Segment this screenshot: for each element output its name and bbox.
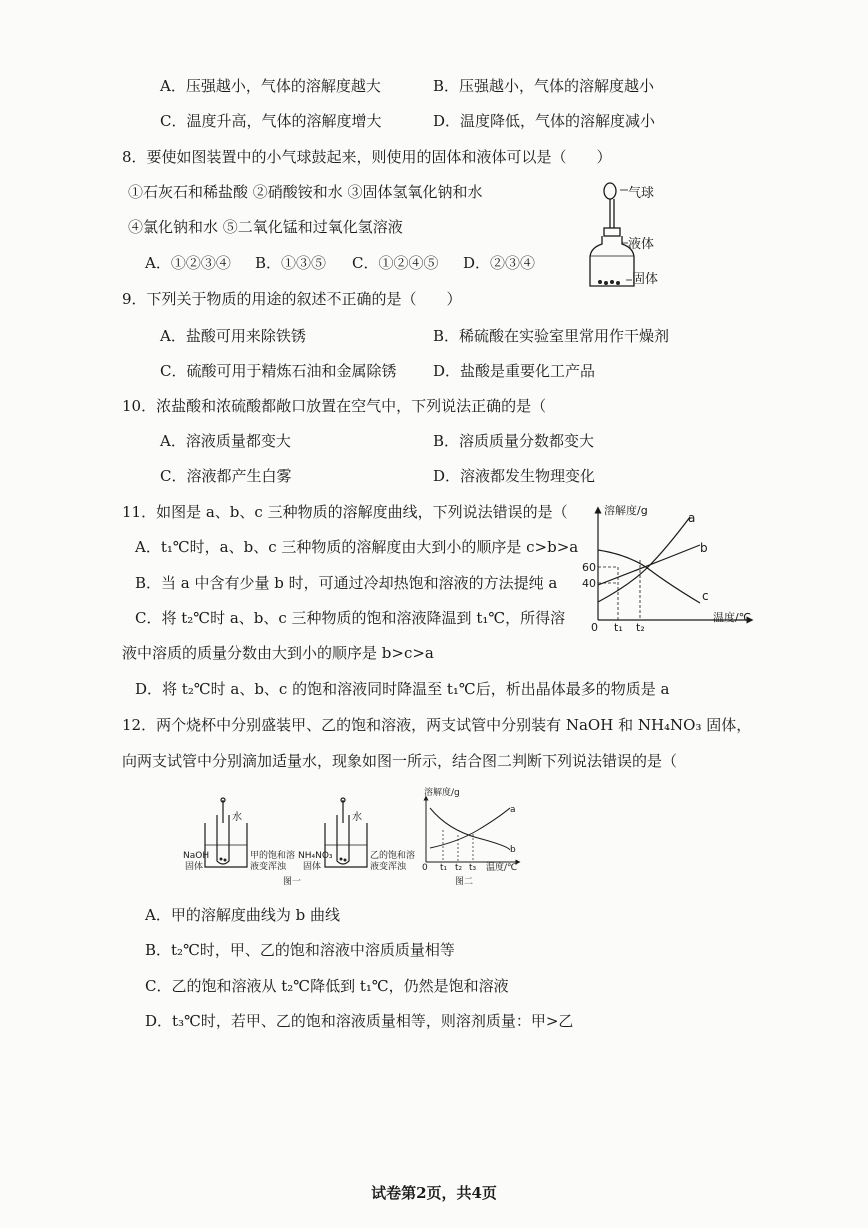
q12-option-a: A．甲的溶解度曲线为 b 曲线 [145,906,340,924]
fig2-xtick-t3: t₃ [469,863,477,873]
q11-option-d: D．将 t₂℃时 a、b、c 的饱和溶液同时降温至 t₁℃后，析出晶体最多的物质是 a [135,680,670,698]
q9-stem: 9．下列关于物质的用途的叙述不正确的是（ ） [122,290,462,308]
q8-option-c: C．①②④⑤ [352,254,439,272]
q11-graph-ylabel: 溶解度/g [604,504,648,517]
q9-option-a: A．盐酸可用来除铁锈 [160,327,306,345]
q12-option-d: D．t₃℃时，若甲、乙的饱和溶液质量相等，则溶剂质量：甲>乙 [145,1012,574,1030]
q12-stem-line1: 12．两个烧杯中分别盛装甲、乙的饱和溶液，两支试管中分别装有 NaOH 和 NH₄NO₃ 固体， [122,716,752,734]
q7-option-c: C．温度升高，气体的溶解度增大 [160,112,382,130]
fig2-origin: 0 [422,863,428,873]
q11-graph-curve-a-label: a [688,511,696,525]
fig2-curve-b-label: b [510,845,516,855]
q11-graph-ytick-40: 40 [582,577,596,590]
fig2-curve-b [430,808,510,850]
fig1-jia-label-1: 甲的饱和溶 [250,851,296,861]
fig2-ylabel: 溶解度/g [424,788,460,798]
fig2-xtick-t1: t₁ [440,863,448,873]
q8-label-balloon: 气球 [628,186,655,201]
q10-option-b: B．溶质质量分数都变大 [433,432,595,450]
q8-items-line1: ①石灰石和稀盐酸 ②硝酸铵和水 ③固体氢氧化钠和水 [128,183,483,201]
fig1-nh4no3-solid-label: 固体 [303,862,322,872]
fig2-xtick-t2: t₂ [455,863,463,873]
q11-stem: 11．如图是 a、b、c 三种物质的溶解度曲线，下列说法错误的是（ [122,503,568,521]
curve-a [598,517,690,602]
q11-graph-curve-c-label: c [702,589,709,603]
q11-graph-origin: 0 [591,621,598,634]
q11-option-c-cont: 液中溶质的质量分数由大到小的顺序是 b>c>a [122,644,434,662]
fig1-naoh-solid-label: 固体 [185,862,204,872]
fig1-yi-label-1: 乙的饱和溶 [370,851,416,861]
balloon-shape [604,183,616,199]
q9-option-b: B．稀硫酸在实验室里常用作干燥剂 [433,327,670,345]
q11-graph-xtick-t1: t₁ [614,621,623,634]
q7-option-d: D．温度降低，气体的溶解度减小 [433,112,656,130]
q8-option-d: D．②③④ [463,254,536,272]
fig1-caption: 图一 [283,877,302,887]
q11-graph-ytick-60: 60 [582,561,596,574]
q10-option-c: C．溶液都产生白雾 [160,467,292,485]
q11-graph-xlabel: 温度/℃ [713,611,752,624]
q11-graph-curve-b-label: b [700,541,708,555]
curve-c [598,550,700,603]
q8-stem: 8．要使如图装置中的小气球鼓起来，则使用的固体和液体可以是（ ） [122,148,612,166]
fig1-water-label-2: 水 [352,812,362,823]
q8-option-b: B．①③⑤ [255,254,327,272]
fig2-curve-a [430,808,510,848]
q10-stem: 10．浓盐酸和浓硫酸都敞口放置在空气中，下列说法正确的是（ [122,397,547,415]
q12-option-c: C．乙的饱和溶液从 t₂℃降低到 t₁℃，仍然是饱和溶液 [145,977,509,995]
fig1-yi-label-2: 液变浑浊 [370,862,407,872]
q10-option-a: A．溶液质量都变大 [160,432,291,450]
fig1-nh4no3-label: NH₄NO₃ [298,851,333,861]
q8-items-line2: ④氯化钠和水 ⑤二氧化锰和过氧化氢溶液 [128,218,403,236]
q8-option-a: A．①②③④ [145,254,231,272]
fig2-caption: 图二 [455,877,474,887]
q12-figure-one [175,795,415,890]
q12-option-b: B．t₂℃时，甲、乙的饱和溶液中溶质质量相等 [145,941,455,959]
fig2-curve-a-label: a [510,805,516,815]
page-footer: 试卷第2页，共4页 [371,1184,497,1202]
q8-label-liquid: 液体 [628,237,655,252]
q11-option-b: B．当 a 中含有少量 b 时，可通过冷却热饱和溶液的方法提纯 a [135,574,558,592]
q9-option-d: D．盐酸是重要化工产品 [433,362,596,380]
q12-stem-line2: 向两支试管中分别滴加适量水，现象如图一所示，结合图二判断下列说法错误的是（ [122,752,678,770]
q11-option-c: C．将 t₂℃时 a、b、c 三种物质的饱和溶液降温到 t₁℃，所得溶 [135,609,566,627]
q11-option-a: A．t₁℃时，a、b、c 三种物质的溶解度由大到小的顺序是 c>b>a [135,538,579,556]
fig1-water-label-1: 水 [232,812,242,823]
curve-b [598,545,700,585]
fig1-naoh-label: NaOH [183,851,210,861]
q7-option-a: A．压强越小，气体的溶解度越大 [160,77,381,95]
q7-option-b: B．压强越小，气体的溶解度越小 [433,77,655,95]
fig2-xlabel: 温度/℃ [486,863,518,873]
q11-graph-xtick-t2: t₂ [636,621,645,634]
q10-option-d: D．溶液都发生物理变化 [433,467,596,485]
q9-option-c: C．硫酸可用于精炼石油和金属除锈 [160,362,397,380]
q8-label-solid: 固体 [632,272,659,287]
fig1-jia-label-2: 液变浑浊 [250,862,287,872]
